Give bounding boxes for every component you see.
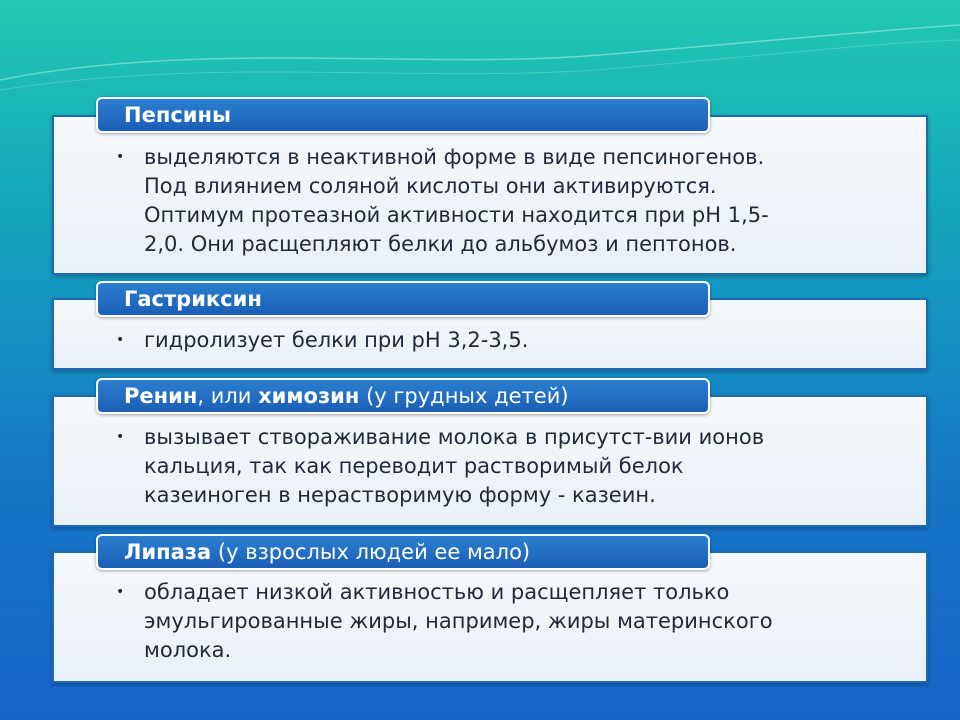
section-title-pepsins: Пепсины	[124, 103, 231, 127]
bullet-icon: •	[116, 429, 125, 445]
text-line: гидролизует белки при рН 3,2-3,5.	[144, 328, 529, 352]
text-line: кальция, так как переводит растворимый белок	[144, 454, 684, 478]
text-line: казеиноген в нерастворимую форму - казеин.	[144, 483, 656, 507]
section-title-renin: Ренин	[124, 384, 198, 408]
section-title-renin-mid: , или	[197, 384, 259, 408]
section-header-lipase	[96, 534, 710, 570]
section-title-renin-note: (у грудных детей)	[359, 384, 569, 408]
section-title-chymosin: химозин	[258, 384, 360, 408]
text-line: Под влиянием соляной кислоты они активируются.	[144, 174, 717, 198]
text-line: вызывает створаживание молока в присутст-вии ионов	[144, 425, 765, 449]
section-header-gastricsin	[96, 281, 710, 317]
section-title-lipase-note: (у взрослых людей ее мало)	[211, 540, 531, 564]
section-body-lipase	[116, 578, 856, 665]
bullet-icon: •	[116, 149, 125, 165]
text-line: 2,0. Они расщепляют белки до альбумоз и пептонов.	[144, 232, 737, 256]
text-line: обладает низкой активностью и расщепляет только	[144, 580, 730, 604]
bullet-icon: •	[116, 584, 125, 600]
bullet-icon: •	[116, 332, 125, 348]
section-title-gastricsin: Гастриксин	[124, 287, 262, 311]
section-header-renin	[96, 378, 710, 414]
text-line: молока.	[144, 638, 232, 662]
section-body-renin	[116, 423, 856, 510]
text-line: эмульгированные жиры, например, жиры материнского	[144, 609, 773, 633]
section-body-gastricsin	[116, 326, 856, 355]
section-title-lipase: Липаза	[124, 540, 212, 564]
section-header-pepsins	[96, 97, 710, 133]
text-line: Оптимум протеазной активности находится при pH 1,5-	[144, 203, 769, 227]
section-body-pepsins	[116, 143, 856, 259]
text-line: выделяются в неактивной форме в виде пепсиногенов.	[144, 145, 765, 169]
